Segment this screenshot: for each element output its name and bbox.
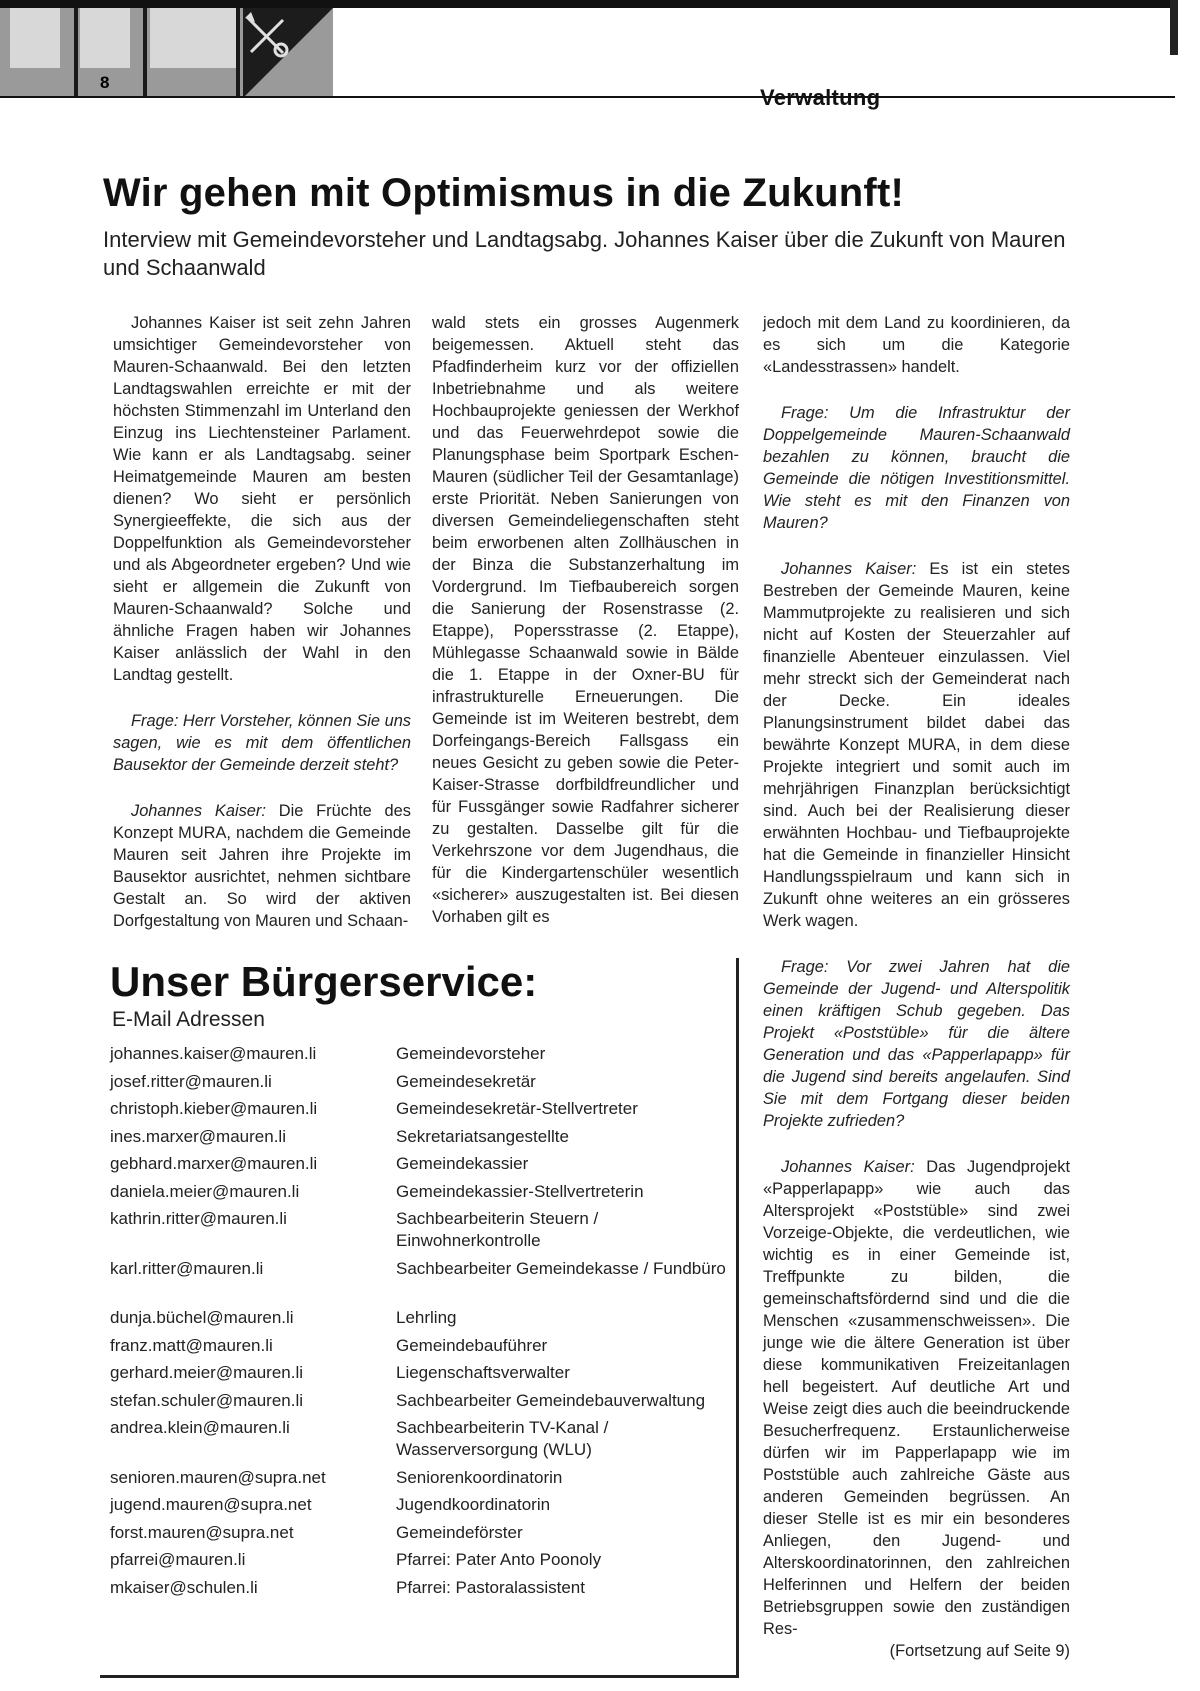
directory-row <box>110 1098 730 1126</box>
article-title: Wir gehen mit Optimismus in die Zukunft! <box>103 171 904 215</box>
email-link[interactable]: forst.mauren@supra.net <box>110 1522 294 1542</box>
header-stripe-divider <box>236 8 240 98</box>
interview-question: Frage: Herr Vorsteher, können Sie uns sagen, wie es mit dem öffentlichen Bausektor der Gemeinde derzeit steht? <box>113 712 412 774</box>
interview-answer <box>763 558 1070 932</box>
email-link[interactable]: jugend.mauren@supra.net <box>110 1495 312 1514</box>
directory-row <box>110 1390 730 1418</box>
answer-text: Die Früchte des Konzept MURA, nachdem die Gemeinde Mauren seit Jahren ihre Projekte im Bausektor ausrichtet, nehmen sichtbare Gestalt an. So wird der aktiven Dorfgestaltung von Mauren und Schaan- <box>113 802 411 930</box>
role-label: Lehrling <box>396 1308 457 1327</box>
section-label: Verwaltung <box>760 85 881 110</box>
directory-row <box>110 1335 730 1363</box>
header-stripe <box>150 8 240 68</box>
email-link[interactable]: ines.marxer@mauren.li <box>110 1126 286 1146</box>
role-label: Gemeindekassier <box>396 1154 529 1173</box>
directory-row <box>110 1181 730 1209</box>
email-link[interactable]: gebhard.marxer@mauren.li <box>110 1154 318 1173</box>
directory-row <box>110 1043 730 1071</box>
role-label: Gemeindebauführer <box>396 1335 548 1355</box>
email-link[interactable]: daniela.meier@mauren.li <box>110 1181 300 1201</box>
role-label: Seniorenkoordinatorin <box>396 1467 563 1487</box>
email-link[interactable]: stefan.schuler@mauren.li <box>110 1390 304 1410</box>
directory-row <box>110 1577 730 1605</box>
municipal-emblem-icon <box>243 8 333 98</box>
directory-row <box>110 1549 730 1577</box>
role-label: Pfarrei: Pater Anto Poonoly <box>396 1550 602 1569</box>
header-stripe <box>80 8 130 68</box>
email-link[interactable]: andrea.klein@mauren.li <box>110 1418 290 1437</box>
directory-row <box>110 1494 730 1522</box>
directory-row <box>110 1071 730 1099</box>
answer-text: Das Jugendprojekt «Papperlapapp» wie auch das Altersprojekt «Poststüble» sind zwei Vorzeige-Objekte, die verdeutlichen, wie wichtig es in einer Gemeinde ist, Treffpunkte zu bilden, die gemeinschaftsfördernd sind und die die Menschen «zusammenschweissen». Die junge wie die ältere Generation ist über diese kommunikativen Freizeitanlagen hell begeistert. Auf deutliche Art und Weise zeigt dies auch die beeindruckende Besucherfrequenz. Erstaunlicherweise dürfen wir im Papperlapapp wie im Poststüble auch zahlreiche Gäste aus anderen Gemeinden begrüssen. An dieser Stelle ist es mir ein besonderes Anliegen, den Jugend- und Alterskoordinatorinnen, den zahlreichen Helferinnen und Helfern der beiden Betriebsgruppen sowie den zuständigen Res- <box>763 1158 1071 1638</box>
service-subtitle: E-Mail Adressen <box>112 1008 265 1031</box>
role-label: Jugendkoordinatorin <box>396 1495 551 1514</box>
answer-text: Es ist ein stetes Bestreben der Gemeinde Mauren, keine Mammutprojekte zu realisieren und sich nicht auf Kosten der Steuerzahler auf finanzielle Abenteuer einzulassen. Viel mehr streckt sich der Gemeinderat nach der Decke. Ein ideales Planungsinstrument bildet dabei das bewährte Konzept MURA, in dem diese Projekte integriert und somit auch im mehrjährigen Finanzplan berücksichtigt sind. Auch bei der Realisierung dieser erwähnten Hochbau- und Tiefbauprojekte hat die Gemeinde in finanzieller Hinsicht Handlungsspielraum und kann sich in Zukunft ohne weiteres an ein grösseres Werk wagen. <box>763 560 1070 930</box>
directory-row <box>110 1467 730 1495</box>
article-text: jedoch mit dem Land zu koordinieren, da es sich um die Kategorie «Landesstrassen» handelt. <box>763 314 1070 376</box>
service-title: Unser Bürgerservice: <box>110 958 538 1005</box>
role-label: Sachbearbeiterin Steuern / Einwohnerkontrolle <box>396 1209 599 1250</box>
role-label: Gemeindesekretär <box>396 1071 536 1091</box>
email-link[interactable]: mkaiser@schulen.li <box>110 1577 258 1597</box>
email-link[interactable]: christoph.kieber@mauren.li <box>110 1099 318 1118</box>
header-stripe-divider <box>74 8 78 98</box>
email-link[interactable]: kathrin.ritter@mauren.li <box>110 1209 287 1228</box>
article-intro: Johannes Kaiser ist seit zehn Jahren umsichtiger Gemeindevorsteher von Mauren-Schaanwald. Bei den letzten Landtagswahlen erreichte er mit der höchsten Stimmenzahl im Unterland den Einzug ins Liechtensteiner Parlament. Wie kann er als Landtagsabg. seiner Heimatgemeinde Mauren am besten dienen? Wo sieht er persönlich Synergieeffekte, die sich aus der Doppelfunktion als Gemeindevorsteher und als Abgeordneter ergeben? Und wie sieht er allgemein die Zukunft von Mauren-Schaanwald? Solche und ähnliche Fragen haben wir Johannes Kaiser anlässlich der Wahl in den Landtag gestellt. <box>113 314 411 684</box>
directory-row <box>110 1417 730 1467</box>
directory-row <box>110 1258 730 1308</box>
interview-answer <box>113 800 411 932</box>
email-link[interactable]: karl.ritter@mauren.li <box>110 1258 264 1278</box>
email-link[interactable]: senioren.mauren@supra.net <box>110 1467 326 1487</box>
speaker-label: Johannes Kaiser: <box>131 802 266 820</box>
header-top-band <box>0 0 1175 8</box>
directory-row <box>110 1362 730 1390</box>
role-label: Sachbearbeiter Gemeindekasse / Fundbüro <box>396 1258 726 1278</box>
speaker-label: Johannes Kaiser: <box>781 1158 915 1176</box>
directory-row <box>110 1307 730 1335</box>
service-box-border <box>100 1675 739 1678</box>
email-link[interactable]: franz.matt@mauren.li <box>110 1335 273 1355</box>
email-link[interactable]: dunja.büchel@mauren.li <box>110 1308 294 1327</box>
interview-question: Frage: Vor zwei Jahren hat die Gemeinde der Jugend- und Alterspolitik einen kräftigen Schub gegeben. Das Projekt «Poststüble» für die ältere Generation und das «Papperlapapp» für die Jugend sind bereits angelaufen. Sind Sie mit dem Fortgang dieser beiden Projekte zufrieden? <box>763 958 1070 1130</box>
interview-answer <box>763 1156 1070 1640</box>
interview-question: Frage: Um die Infrastruktur der Doppelgemeinde Mauren-Schaanwald bezahlen zu können, braucht die Gemeinde die nötigen Investitionsmittel. Wie steht es mit den Finanzen von Mauren? <box>763 404 1070 532</box>
header-stripe <box>10 8 60 68</box>
article-text: wald stets ein grosses Augenmerk beigemessen. Aktuell steht das Pfadfinderheim kurz vor der offiziellen Inbetriebnahme und als weitere Hochbauprojekte geniessen der Werkhof und das Feuerwehrdepot sowie die Planungsphase beim Sportpark Eschen-Mauren (südlicher Teil der Gesamtanlage) erste Priorität. Neben Sanierungen von diversen Gemeindeliegenschaften steht beim erworbenen alten Zollhäuschen in der Binza die Substanzerhaltung im Vordergrund. Im Tiefbaubereich sorgen die Sanierung der Rosenstrasse (2. Etappe), Popersstrasse (2. Etappe), Mühlegasse Schaanwald sowie in Bälde die 1. Etappe in der Oxner-BU für infrastrukturelle Erneuerungen. Die Gemeinde ist im Weiteren bestrebt, dem Dorfeingangs-Bereich Fallsgass ein neues Gesicht zu geben sowie die Peter-Kaiser-Strasse dorfbildfreundlicher und für Fussgänger sowie Radfahrer sicherer zu gestalten. Dasselbe gilt für die Verkehrszone vor dem Jugendhaus, die für die Kindergartenschüler wesentlich «sicherer» auszugestalten ist. Bei diesen Vorhaben gilt es <box>432 314 739 926</box>
role-label: Sekretariatsangestellte <box>396 1126 569 1146</box>
speaker-label: Johannes Kaiser: <box>781 560 917 578</box>
role-label: Pfarrei: Pastoralassistent <box>396 1577 585 1597</box>
continuation-note: (Fortsetzung auf Seite 9) <box>889 1642 1070 1660</box>
email-link[interactable]: johannes.kaiser@mauren.li <box>110 1044 317 1063</box>
email-link[interactable]: pfarrei@mauren.li <box>110 1550 246 1569</box>
directory-row <box>110 1126 730 1154</box>
email-link[interactable]: gerhard.meier@mauren.li <box>110 1363 304 1382</box>
email-directory <box>110 1043 730 1604</box>
page-number: 8 <box>100 73 110 92</box>
header-rule <box>0 96 1175 98</box>
role-label: Gemeindeförster <box>396 1522 523 1542</box>
article-column-1 <box>113 312 411 956</box>
article-column-3 <box>763 312 1070 1686</box>
directory-row <box>110 1153 730 1181</box>
role-label: Liegenschaftsverwalter <box>396 1363 570 1382</box>
article-subtitle: Interview mit Gemeindevorsteher und Landtagsabg. Johannes Kaiser über die Zukunft von Mauren und Schaanwald <box>103 227 1066 280</box>
role-label: Gemeindesekretär-Stellvertreter <box>396 1099 638 1118</box>
service-box-border <box>736 958 739 1676</box>
header-right-edge <box>1170 0 1178 55</box>
role-label: Gemeindekassier-Stellvertreterin <box>396 1181 644 1201</box>
directory-row <box>110 1208 730 1258</box>
role-label: Sachbearbeiterin TV-Kanal / Wasserversorgung (WLU) <box>396 1418 609 1459</box>
role-label: Sachbearbeiter Gemeindebauverwaltung <box>396 1390 706 1410</box>
role-label: Gemeindevorsteher <box>396 1044 546 1063</box>
email-link[interactable]: josef.ritter@mauren.li <box>110 1071 272 1091</box>
directory-row <box>110 1522 730 1550</box>
header-stripe-divider <box>143 8 147 98</box>
article-column-2 <box>432 312 739 952</box>
